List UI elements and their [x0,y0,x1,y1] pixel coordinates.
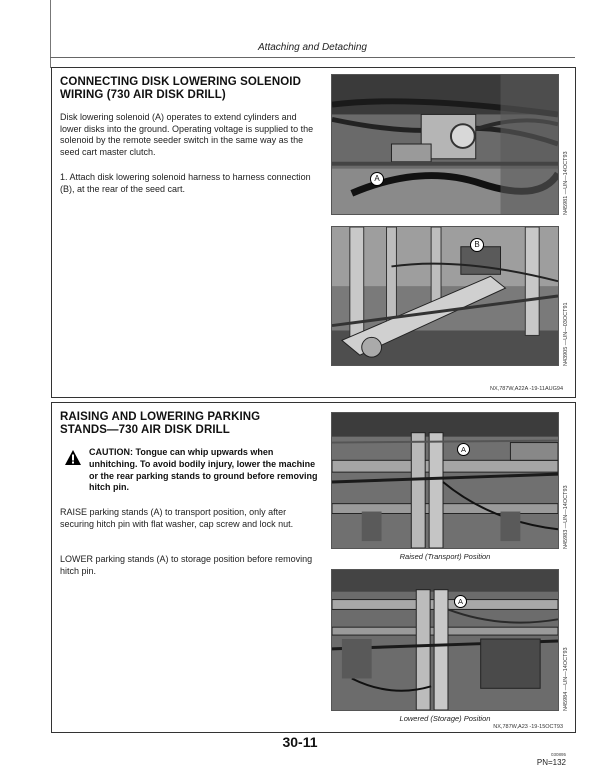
paragraph-lower: LOWER parking stands (A) to storage position before removing hitch pin. [60,554,313,576]
callout-a: A [370,172,384,186]
header-rule [50,57,575,58]
photo-harness-connection [331,226,559,366]
footer-pn: PN=132 [536,758,566,767]
callout-a: A [457,443,470,456]
callout-a: A [454,595,467,608]
paragraph-step-1: 1. Attach disk lowering solenoid harness to harness connection (B), at the rear of the seed cart. [60,172,311,194]
section-reference: NX,787W,A23 -19-15OCT93 [493,724,563,730]
photo-lowered-position [331,569,559,711]
section-parking-stands [51,402,576,733]
page-number: 30-11 [282,734,318,750]
caption-lowered: Lowered (Storage) Position [399,714,491,723]
caption-raised: Raised (Transport) Position [399,552,491,561]
paragraph-solenoid-description: Disk lowering solenoid (A) operates to extend cylinders and lower disks into the ground. Operating voltage is supplied to the solenoid by the remote seeder switch in the same way as the seed cart master clutch. [60,112,314,157]
section-title-line1: RAISING AND LOWERING PARKING [60,411,261,423]
section-title-line2: WIRING (730 AIR DISK DRILL) [60,89,226,101]
paragraph-raise: RAISE parking stands (A) to transport position, only after securing hitch pin with flat washer, cap screw and lock nut. [60,507,294,529]
photo-code-1: N45981 —UN—14OCT93 [563,151,569,215]
photo-code-3: N45983 —UN—14OCT93 [563,485,569,549]
section-reference: NX,787W,A22A -19-11AUG94 [490,386,563,392]
photo-raised-position [331,412,559,549]
page-header: Attaching and Detaching [258,42,367,53]
section-title-line1: CONNECTING DISK LOWERING SOLENOID [60,76,301,88]
section-title-line2: STANDS—730 AIR DISK DRILL [60,424,230,436]
footer-code: 030895 [550,752,566,757]
warning-triangle-icon [65,450,81,465]
photo-code-2: N43905 —UN—03OCT91 [563,302,569,366]
callout-b: B [470,238,484,252]
caution-text: CAUTION: Tongue can whip upwards when unhitching. To avoid bodily injury, lower the machine or the rear parking stands to ground before removing hitch pin. [89,447,318,493]
photo-code-4: N45984 —UN—14OCT93 [563,647,569,711]
photo-disk-lowering-solenoid [331,74,559,215]
section-disk-lowering-solenoid [51,67,576,398]
